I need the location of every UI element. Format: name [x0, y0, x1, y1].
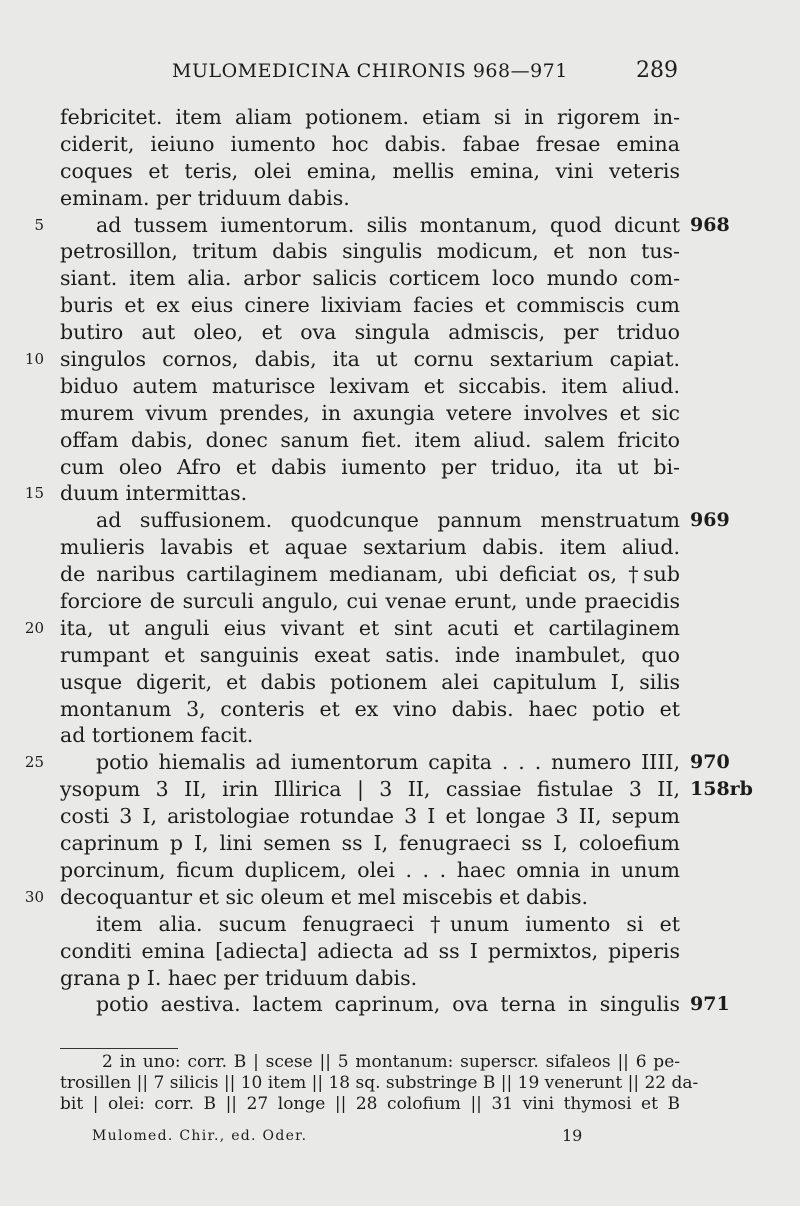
line-text: buris et ex eius cinere lixiviam facies et commiscis cum — [60, 293, 680, 318]
text-line — [0, 212, 800, 239]
margin-chapter-number: 158rb — [690, 778, 753, 801]
line-number: 30 — [24, 887, 44, 906]
line-text: ysopum 3 II, irin Illirica | 3 II, cassiae fistulae 3 II, — [60, 777, 680, 802]
line-text: potio aestiva. lactem caprinum, ova terna in singulis — [96, 992, 680, 1017]
line-text: ad tortionem facit. — [60, 723, 254, 748]
line-text: offam dabis, donec sanum fiet. item aliud. salem fricito — [60, 427, 680, 452]
line-text: forciore de surculi angulo, cui venae erunt, unde praecidis — [60, 589, 680, 614]
text-line — [0, 588, 800, 615]
line-number: 5 — [34, 215, 44, 234]
text-line — [0, 669, 800, 696]
line-text: item alia. sucum fenugraeci †unum iumento si et — [96, 911, 680, 936]
line-text: rumpant et sanguinis exeat satis. inde inambulet, quo — [60, 642, 680, 667]
footnote-text: 2 in uno: corr. B | scese || 5 montanum: superscr. sifaleos || 6 pe- — [102, 1052, 680, 1072]
line-number: 15 — [24, 484, 44, 503]
text-line — [0, 265, 800, 292]
line-text: grana p I. haec per triduum dabis. — [60, 965, 418, 990]
line-text: potio hiemalis ad iumentorum capita . . . numero IIII, — [96, 750, 680, 775]
text-line — [0, 642, 800, 669]
line-text: usque digerit, et dabis potionem alei capitulum I, silis — [60, 669, 680, 694]
line-text: butiro aut oleo, et ova singula admiscis, per triduo — [60, 320, 680, 345]
footnote-text: trosillen || 7 silicis || 10 item || 18 sq. substringe B || 19 venerunt || 22 da- — [60, 1073, 699, 1093]
line-text: ad suffusionem. quodcunque pannum menstruatum — [96, 508, 680, 533]
footnote-line — [0, 1094, 800, 1115]
line-number: 25 — [24, 753, 44, 772]
footnote-rule — [60, 1048, 178, 1049]
text-line — [0, 884, 800, 911]
text-line — [0, 776, 800, 803]
margin-chapter-number: 968 — [690, 213, 730, 236]
text-line — [0, 857, 800, 884]
text-line — [0, 131, 800, 158]
line-text: cum oleo Afro et dabis iumento per triduo, ita ut bi- — [60, 454, 680, 479]
line-text: montanum 3, conteris et ex vino dabis. haec potio et — [60, 696, 680, 721]
text-line — [0, 400, 800, 427]
line-number: 10 — [24, 350, 44, 369]
line-text: murem vivum prendes, in axungia vetere involves et sic — [60, 400, 680, 425]
line-text: decoquantur et sic oleum et mel miscebis et dabis. — [60, 884, 589, 909]
line-text: mulieris lavabis et aquae sextarium dabis. item aliud. — [60, 535, 680, 560]
running-title: MULOMEDICINA CHIRONIS 968—971 — [172, 60, 568, 82]
line-text: ita, ut anguli eius vivant et sint acuti et cartilaginem — [60, 615, 680, 640]
text-line — [0, 965, 800, 992]
footnote-line — [0, 1073, 800, 1094]
line-text: eminam. per triduum dabis. — [60, 185, 350, 210]
line-text: siant. item alia. arbor salicis corticem loco mundo com- — [60, 266, 680, 291]
page-header — [60, 58, 680, 88]
line-text: conditi emina [adiecta] adiecta ad ss I permixtos, piperis — [60, 938, 680, 963]
line-text: febricitet. item aliam potionem. etiam si in rigorem in- — [60, 105, 680, 129]
text-line — [0, 507, 800, 534]
text-line — [0, 749, 800, 776]
text-line — [0, 319, 800, 346]
line-text: porcinum, ficum duplicem, olei . . . haec omnia in unum — [60, 857, 680, 882]
line-text: ad tussem iumentorum. silis montanum, quod dicunt — [96, 212, 680, 237]
text-line — [0, 911, 800, 938]
margin-chapter-number: 971 — [690, 993, 730, 1016]
text-line — [0, 185, 800, 212]
page-number: 289 — [636, 58, 678, 83]
text-line — [0, 373, 800, 400]
line-number: 20 — [24, 618, 44, 637]
text-line — [0, 292, 800, 319]
line-text: costi 3 I, aristologiae rotundae 3 I et longae 3 II, sepum — [60, 804, 680, 829]
line-text: petrosillon, tritum dabis singulis modicum, et non tus- — [60, 239, 680, 264]
text-line — [0, 991, 800, 1018]
text-line — [0, 938, 800, 965]
text-line — [0, 427, 800, 454]
text-line — [0, 454, 800, 481]
printer-signature: Mulomed. Chir., ed. Oder. — [92, 1128, 308, 1144]
main-text — [0, 104, 800, 1018]
text-line — [0, 696, 800, 723]
line-text: de naribus cartilaginem medianam, ubi deficiat os, †sub — [60, 562, 680, 587]
text-line — [0, 238, 800, 265]
footnote-line — [0, 1052, 800, 1073]
text-line — [0, 615, 800, 642]
line-text: caprinum p I, lini semen ss I, fenugraeci ss I, coloefium — [60, 831, 680, 856]
line-text: biduo autem maturisce lexivam et siccabis. item aliud. — [60, 373, 680, 398]
line-text: singulos cornos, dabis, ita ut cornu sextarium capiat. — [60, 347, 680, 372]
line-text: coques et teris, olei emina, mellis emina, vini veteris — [60, 158, 680, 183]
margin-chapter-number: 969 — [690, 509, 730, 532]
footnotes — [0, 1052, 800, 1115]
footnote-text: bit | olei: corr. B || 27 longe || 28 colofium || 31 vini thymosi et B — [60, 1094, 680, 1114]
text-line — [0, 561, 800, 588]
text-line — [0, 158, 800, 185]
text-line — [0, 803, 800, 830]
text-line — [0, 346, 800, 373]
text-line — [0, 480, 800, 507]
line-text: duum intermittas. — [60, 481, 248, 506]
text-line — [0, 722, 800, 749]
line-text: ciderit, ieiuno iumento hoc dabis. fabae fresae emina — [60, 131, 680, 156]
text-line — [0, 830, 800, 857]
sheet-number: 19 — [562, 1126, 583, 1145]
text-line — [0, 534, 800, 561]
text-line — [0, 104, 800, 131]
margin-chapter-number: 970 — [690, 751, 730, 774]
